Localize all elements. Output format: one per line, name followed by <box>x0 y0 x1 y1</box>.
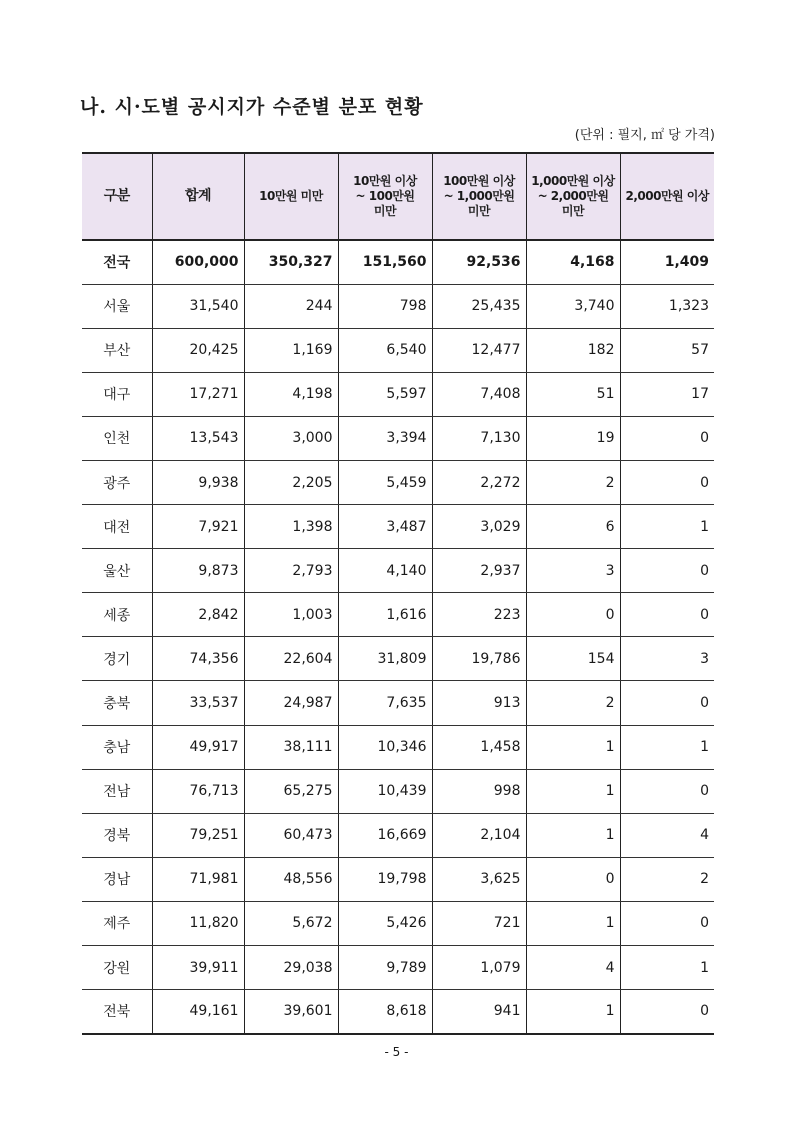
cell-100k-1m: 16,669 <box>338 813 432 857</box>
cell-10m-20m: 0 <box>526 593 620 637</box>
cell-over-20m: 1 <box>620 505 714 549</box>
cell-over-20m: 1 <box>620 946 714 990</box>
cell-over-20m: 0 <box>620 416 714 460</box>
cell-total: 71,981 <box>152 857 244 901</box>
cell-100k-1m: 151,560 <box>338 240 432 284</box>
cell-1m-10m: 3,625 <box>432 857 526 901</box>
cell-1m-10m: 223 <box>432 593 526 637</box>
cell-1m-10m: 721 <box>432 901 526 945</box>
cell-total: 20,425 <box>152 328 244 372</box>
cell-over-20m: 1,323 <box>620 284 714 328</box>
cell-region: 충남 <box>82 725 152 769</box>
cell-1m-10m: 2,937 <box>432 549 526 593</box>
table-row <box>82 769 714 813</box>
cell-over-20m: 0 <box>620 769 714 813</box>
cell-total: 13,543 <box>152 416 244 460</box>
cell-total: 11,820 <box>152 901 244 945</box>
table-row <box>82 725 714 769</box>
cell-under-100k: 1,398 <box>244 505 338 549</box>
cell-over-20m: 4 <box>620 813 714 857</box>
cell-region: 울산 <box>82 549 152 593</box>
table-header-row <box>82 153 714 240</box>
table-row <box>82 460 714 504</box>
cell-under-100k: 3,000 <box>244 416 338 460</box>
cell-under-100k: 29,038 <box>244 946 338 990</box>
cell-1m-10m: 998 <box>432 769 526 813</box>
cell-region: 제주 <box>82 901 152 945</box>
cell-total: 74,356 <box>152 637 244 681</box>
cell-region: 광주 <box>82 460 152 504</box>
table-row <box>82 681 714 725</box>
cell-10m-20m: 4 <box>526 946 620 990</box>
cell-100k-1m: 6,540 <box>338 328 432 372</box>
cell-10m-20m: 2 <box>526 681 620 725</box>
cell-1m-10m: 12,477 <box>432 328 526 372</box>
cell-region: 세종 <box>82 593 152 637</box>
cell-10m-20m: 1 <box>526 901 620 945</box>
table-row <box>82 593 714 637</box>
header-10m-20m: 1,000만원 이상 ~ 2,000만원 미만 <box>526 153 620 240</box>
table-row <box>82 549 714 593</box>
cell-over-20m: 0 <box>620 901 714 945</box>
cell-region: 전남 <box>82 769 152 813</box>
section-title: 나. 시·도별 공시지가 수준별 분포 현황 <box>80 96 424 118</box>
cell-under-100k: 2,793 <box>244 549 338 593</box>
cell-100k-1m: 4,140 <box>338 549 432 593</box>
cell-100k-1m: 5,597 <box>338 372 432 416</box>
table-row-national-total <box>82 240 714 284</box>
cell-region: 경기 <box>82 637 152 681</box>
cell-1m-10m: 3,029 <box>432 505 526 549</box>
cell-under-100k: 65,275 <box>244 769 338 813</box>
cell-over-20m: 3 <box>620 637 714 681</box>
table-row <box>82 637 714 681</box>
cell-10m-20m: 51 <box>526 372 620 416</box>
cell-total: 76,713 <box>152 769 244 813</box>
cell-1m-10m: 19,786 <box>432 637 526 681</box>
cell-under-100k: 39,601 <box>244 990 338 1034</box>
cell-region: 대전 <box>82 505 152 549</box>
cell-total: 39,911 <box>152 946 244 990</box>
cell-1m-10m: 25,435 <box>432 284 526 328</box>
cell-100k-1m: 19,798 <box>338 857 432 901</box>
cell-10m-20m: 1 <box>526 725 620 769</box>
cell-total: 49,161 <box>152 990 244 1034</box>
table-row <box>82 946 714 990</box>
table-row <box>82 284 714 328</box>
cell-10m-20m: 2 <box>526 460 620 504</box>
cell-total: 79,251 <box>152 813 244 857</box>
cell-region: 강원 <box>82 946 152 990</box>
cell-under-100k: 4,198 <box>244 372 338 416</box>
cell-1m-10m: 92,536 <box>432 240 526 284</box>
cell-over-20m: 1,409 <box>620 240 714 284</box>
cell-under-100k: 350,327 <box>244 240 338 284</box>
cell-region: 경남 <box>82 857 152 901</box>
header-under-100k: 10만원 미만 <box>244 153 338 240</box>
cell-under-100k: 24,987 <box>244 681 338 725</box>
table-row <box>82 328 714 372</box>
cell-over-20m: 2 <box>620 857 714 901</box>
table-row <box>82 813 714 857</box>
header-total: 합계 <box>152 153 244 240</box>
table-body <box>82 240 714 1034</box>
cell-10m-20m: 19 <box>526 416 620 460</box>
cell-over-20m: 17 <box>620 372 714 416</box>
cell-10m-20m: 3 <box>526 549 620 593</box>
cell-under-100k: 2,205 <box>244 460 338 504</box>
cell-over-20m: 0 <box>620 593 714 637</box>
cell-over-20m: 0 <box>620 990 714 1034</box>
cell-total: 9,938 <box>152 460 244 504</box>
cell-over-20m: 0 <box>620 549 714 593</box>
table-row <box>82 990 714 1034</box>
table-row <box>82 857 714 901</box>
unit-note: (단위 : 필지, ㎡ 당 가격) <box>574 128 715 143</box>
header-1m-10m: 100만원 이상 ~ 1,000만원 미만 <box>432 153 526 240</box>
cell-1m-10m: 1,079 <box>432 946 526 990</box>
cell-10m-20m: 1 <box>526 813 620 857</box>
table-row <box>82 901 714 945</box>
cell-total: 9,873 <box>152 549 244 593</box>
cell-100k-1m: 3,487 <box>338 505 432 549</box>
cell-under-100k: 5,672 <box>244 901 338 945</box>
cell-under-100k: 48,556 <box>244 857 338 901</box>
cell-total: 33,537 <box>152 681 244 725</box>
cell-1m-10m: 913 <box>432 681 526 725</box>
cell-region: 전국 <box>82 240 152 284</box>
cell-10m-20m: 4,168 <box>526 240 620 284</box>
cell-total: 600,000 <box>152 240 244 284</box>
table-row <box>82 505 714 549</box>
cell-region: 충북 <box>82 681 152 725</box>
table-row <box>82 372 714 416</box>
cell-100k-1m: 5,426 <box>338 901 432 945</box>
cell-under-100k: 38,111 <box>244 725 338 769</box>
cell-10m-20m: 154 <box>526 637 620 681</box>
cell-100k-1m: 3,394 <box>338 416 432 460</box>
table-row <box>82 416 714 460</box>
cell-total: 49,917 <box>152 725 244 769</box>
cell-under-100k: 22,604 <box>244 637 338 681</box>
cell-under-100k: 1,169 <box>244 328 338 372</box>
cell-10m-20m: 3,740 <box>526 284 620 328</box>
cell-100k-1m: 8,618 <box>338 990 432 1034</box>
cell-under-100k: 1,003 <box>244 593 338 637</box>
cell-10m-20m: 6 <box>526 505 620 549</box>
cell-100k-1m: 7,635 <box>338 681 432 725</box>
cell-region: 전북 <box>82 990 152 1034</box>
cell-region: 경북 <box>82 813 152 857</box>
cell-1m-10m: 2,272 <box>432 460 526 504</box>
cell-1m-10m: 941 <box>432 990 526 1034</box>
cell-total: 31,540 <box>152 284 244 328</box>
header-100k-1m: 10만원 이상 ~ 100만원 미만 <box>338 153 432 240</box>
cell-100k-1m: 1,616 <box>338 593 432 637</box>
cell-under-100k: 60,473 <box>244 813 338 857</box>
cell-over-20m: 0 <box>620 460 714 504</box>
cell-100k-1m: 5,459 <box>338 460 432 504</box>
cell-over-20m: 0 <box>620 681 714 725</box>
cell-1m-10m: 1,458 <box>432 725 526 769</box>
cell-100k-1m: 10,346 <box>338 725 432 769</box>
cell-region: 서울 <box>82 284 152 328</box>
distribution-table <box>82 152 714 1035</box>
cell-total: 7,921 <box>152 505 244 549</box>
cell-region: 대구 <box>82 372 152 416</box>
cell-100k-1m: 798 <box>338 284 432 328</box>
cell-10m-20m: 182 <box>526 328 620 372</box>
cell-1m-10m: 2,104 <box>432 813 526 857</box>
cell-1m-10m: 7,130 <box>432 416 526 460</box>
cell-100k-1m: 9,789 <box>338 946 432 990</box>
cell-10m-20m: 0 <box>526 857 620 901</box>
page-number: - 5 - <box>384 1045 409 1059</box>
cell-region: 인천 <box>82 416 152 460</box>
cell-over-20m: 1 <box>620 725 714 769</box>
cell-100k-1m: 10,439 <box>338 769 432 813</box>
cell-10m-20m: 1 <box>526 990 620 1034</box>
cell-total: 2,842 <box>152 593 244 637</box>
cell-over-20m: 57 <box>620 328 714 372</box>
cell-10m-20m: 1 <box>526 769 620 813</box>
header-over-20m: 2,000만원 이상 <box>620 153 714 240</box>
cell-total: 17,271 <box>152 372 244 416</box>
cell-region: 부산 <box>82 328 152 372</box>
cell-under-100k: 244 <box>244 284 338 328</box>
cell-100k-1m: 31,809 <box>338 637 432 681</box>
cell-1m-10m: 7,408 <box>432 372 526 416</box>
header-category: 구분 <box>82 153 152 240</box>
